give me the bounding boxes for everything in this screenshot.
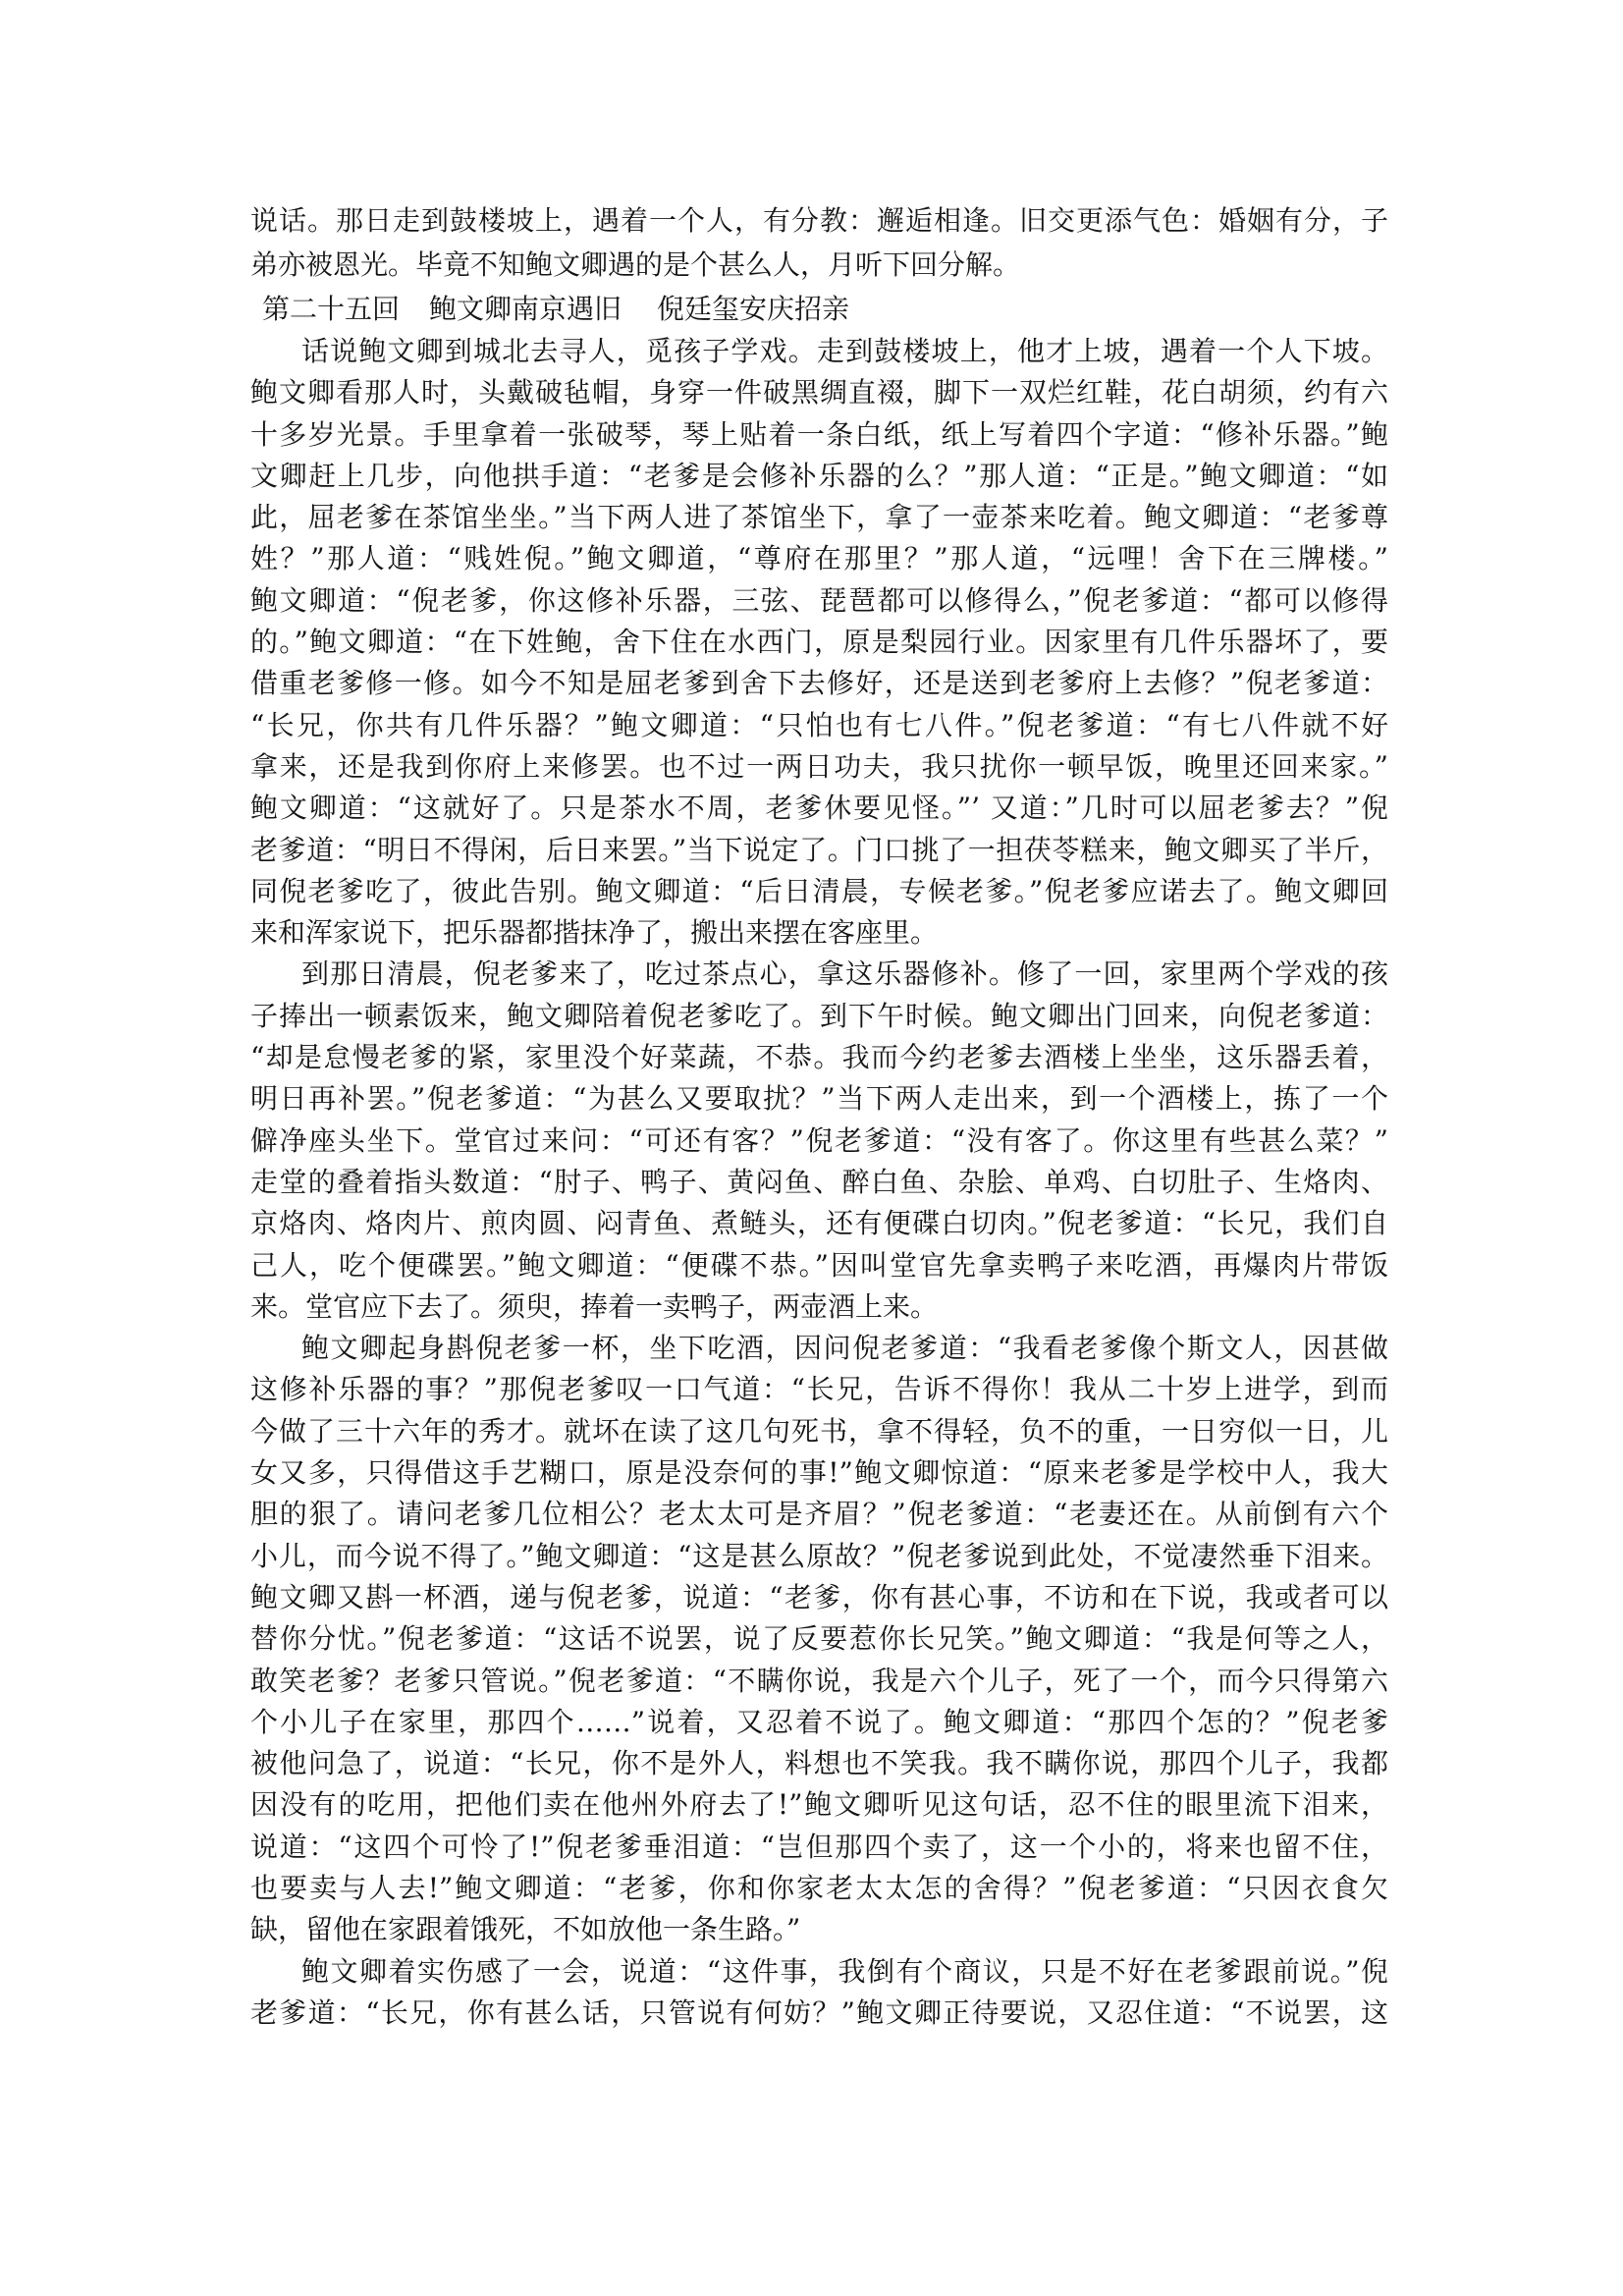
text-line: 被他问急了，说道：“长兄，你不是外人，料想也不笑我。我不瞒你说，那四个儿子，我都 <box>250 1747 1388 1780</box>
text-line: 来和浑家说下，把乐器都揩抹净了，搬出来摆在客座里。 <box>250 916 939 950</box>
text-line: 来。堂官应下去了。须臾，捧着一卖鸭子，两壶酒上来。 <box>250 1289 939 1323</box>
text-line: 十多岁光景。手里拿着一张破琴，琴上贴着一条白纸，纸上写着四个字道：“修补乐器。”鲍 <box>250 417 1388 451</box>
text-line: 敢笑老爹？老爹只管说。”倪老爹道：“不瞒你说，我是六个儿子，死了一个，而今只得第六 <box>250 1664 1388 1697</box>
text-line: 京烙肉、烙肉片、煎肉圆、闷青鱼、煮鲢头，还有便碟白切肉。”倪老爹道：“长兄，我们自 <box>250 1207 1388 1240</box>
text-line: 小儿，而今说不得了。”鲍文卿道：“这是甚么原故？”倪老爹说到此处，不觉凄然垂下泪来。 <box>250 1539 1388 1572</box>
text-line: 说话。那日走到鼓楼坡上，遇着一个人，有分教：邂逅相逢。旧交更添气色：婚姻有分，子 <box>250 204 1388 237</box>
chapter-title-right: 倪廷玺安庆招亲 <box>657 293 850 325</box>
text-line: 己人，吃个便碟罢。”鲍文卿道：“便碟不恭。”因叫堂官先拿卖鸭子来吃酒，再爆肉片带饭 <box>250 1248 1388 1282</box>
text-line: 个小儿子在家里，那四个……”说着，又忍着不说了。鲍文卿道：“那四个怎的？”倪老爹 <box>250 1705 1388 1738</box>
paragraph <box>250 1328 1388 1950</box>
text-line: 今做了三十六年的秀才。就坏在读了这几句死书，拿不得轻，负不的重，一日穷似一日，儿 <box>250 1414 1388 1448</box>
text-line: 这修补乐器的事？”那倪老爹叹一口气道：“长兄，告诉不得你！我从二十岁上进学，到而 <box>250 1373 1388 1406</box>
text-line: 到那日清晨，倪老爹来了，吃过茶点心，拿这乐器修补。修了一回，家里两个学戏的孩 <box>301 957 1388 991</box>
chapter-number: 第二十五回 <box>262 293 401 325</box>
text-line: 也要卖与人去!”鲍文卿道：“老爹，你和你家老太太怎的舍得？”倪老爹道：“只因衣食欠 <box>250 1871 1388 1904</box>
text-line: 鲍文卿道：“这就好了。只是茶水不周，老爹休要见怪。”’ 又道：”几时可以屈老爹去？”倪 <box>250 792 1388 825</box>
text-line: 缺，留他在家跟着饿死，不如放他一条生路。” <box>250 1913 801 1946</box>
text-line: 明日再补罢。”倪老爹道：“为甚么又要取扰？”当下两人走出来，到一个酒楼上，拣了一个 <box>250 1082 1388 1116</box>
paragraph <box>250 1951 1388 2035</box>
text-line: 鲍文卿看那人时，头戴破毡帽，身穿一件破黑绸直裰，脚下一双烂红鞋，花白胡须，约有六 <box>250 376 1388 410</box>
paragraph <box>250 331 1388 954</box>
text-line: 此，屈老爹在茶馆坐坐。”当下两人进了茶馆坐下，拿了一壶茶来吃着。鲍文卿道：“老爹尊 <box>250 501 1388 534</box>
text-line: 替你分忧。”倪老爹道：“这话不说罢，说了反要惹你长兄笑。”鲍文卿道：“我是何等之人， <box>250 1622 1388 1656</box>
text-line: 借重老爹修一修。如今不知是屈老爹到舍下去修好，还是送到老爹府上去修？”倪老爹道： <box>250 667 1388 700</box>
text-line: 鲍文卿着实伤感了一会，说道：“这件事，我倒有个商议，只是不好在老爹跟前说。”倪 <box>301 1954 1388 1988</box>
intro-text <box>250 198 1388 287</box>
text-line: 弟亦被恩光。毕竟不知鲍文卿遇的是个甚么人，月听下回分解。 <box>250 248 1021 281</box>
text-line: 老爹道：“明日不得闲，后日来罢。”当下说定了。门口挑了一担茯苓糕来，鲍文卿买了半斤， <box>250 833 1388 866</box>
text-line: 话说鲍文卿到城北去寻人，觅孩子学戏。走到鼓楼坡上，他才上坡，遇着一个人下坡。 <box>301 335 1388 367</box>
text-line: 胆的狠了。请问老爹几位相公？老太太可是齐眉？”倪老爹道：“老妻还在。从前倒有六个 <box>250 1498 1388 1531</box>
text-line: 老爹道：“长兄，你有甚么话，只管说有何妨？”鲍文卿正待要说，又忍住道：“不说罢，这 <box>250 1995 1388 2029</box>
chapter-title <box>250 287 1388 331</box>
text-line: 的。”鲍文卿道：“在下姓鲍，舍下住在水西门，原是梨园行业。因家里有几件乐器坏了，要 <box>250 626 1388 659</box>
text-line: “却是怠慢老爹的紧，家里没个好菜蔬，不恭。我而今约老爹去酒楼上坐坐，这乐器丢着， <box>250 1041 1388 1074</box>
text-line: “长兄，你共有几件乐器？”鲍文卿道：“只怕也有七八件。”倪老爹道：“有七八件就不好 <box>250 708 1388 741</box>
text-line: 同倪老爹吃了，彼此告别。鲍文卿道：“后日清晨，专候老爹。”倪老爹应诺去了。鲍文卿回 <box>250 874 1388 907</box>
text-line: 鲍文卿又斟一杯酒，递与倪老爹，说道：“老爹，你有甚心事，不访和在下说，我或者可以 <box>250 1580 1388 1613</box>
text-line: 拿来，还是我到你府上来修罢。也不过一两日功夫，我只扰你一顿早饭，晚里还回来家。” <box>250 749 1388 783</box>
text-line: 因没有的吃用，把他们卖在他州外府去了!”鲍文卿听见这句话，忍不住的眼里流下泪来， <box>250 1788 1388 1822</box>
document-page <box>250 198 1388 2034</box>
text-line: 走堂的叠着指头数道：“肘子、鸭子、黄闷鱼、醉白鱼、杂脍、单鸡、白切肚子、生烙肉、 <box>250 1165 1388 1198</box>
text-line: 姓？”那人道：“贱姓倪。”鲍文卿道，“尊府在那里？”那人道，“远哩！舍下在三牌楼。” <box>250 542 1388 575</box>
text-line: 僻净座头坐下。堂官过来问：“可还有客？”倪老爹道：“没有客了。你这里有些甚么菜？” <box>250 1123 1388 1157</box>
text-line: 鲍文卿起身斟倪老爹一杯，坐下吃酒，因问倪老爹道：“我看老爹像个斯文人，因甚做 <box>301 1332 1388 1365</box>
text-line: 鲍文卿道：“倪老爹，你这修补乐器，三弦、琵琶都可以修得么，”倪老爹道：“都可以修得 <box>250 583 1388 617</box>
text-line: 子捧出一顿素饭来，鲍文卿陪着倪老爹吃了。到下午时候。鲍文卿出门回来，向倪老爹道： <box>250 999 1388 1032</box>
chapter-title-left: 鲍文卿南京遇旧 <box>429 293 622 325</box>
paragraph <box>250 954 1388 1328</box>
text-line: 女又多，只得借这手艺糊口，原是没奈何的事!”鲍文卿惊道：“原来老爹是学校中人，我大 <box>250 1456 1388 1490</box>
text-line: 文卿赶上几步，向他拱手道：“老爹是会修补乐器的么？”那人道：“正是。”鲍文卿道：“如 <box>250 459 1388 492</box>
text-line: 说道：“这四个可怜了!”倪老爹垂泪道：“岂但那四个卖了，这一个小的，将来也留不住， <box>250 1830 1388 1863</box>
chapter-body <box>250 331 1388 2034</box>
